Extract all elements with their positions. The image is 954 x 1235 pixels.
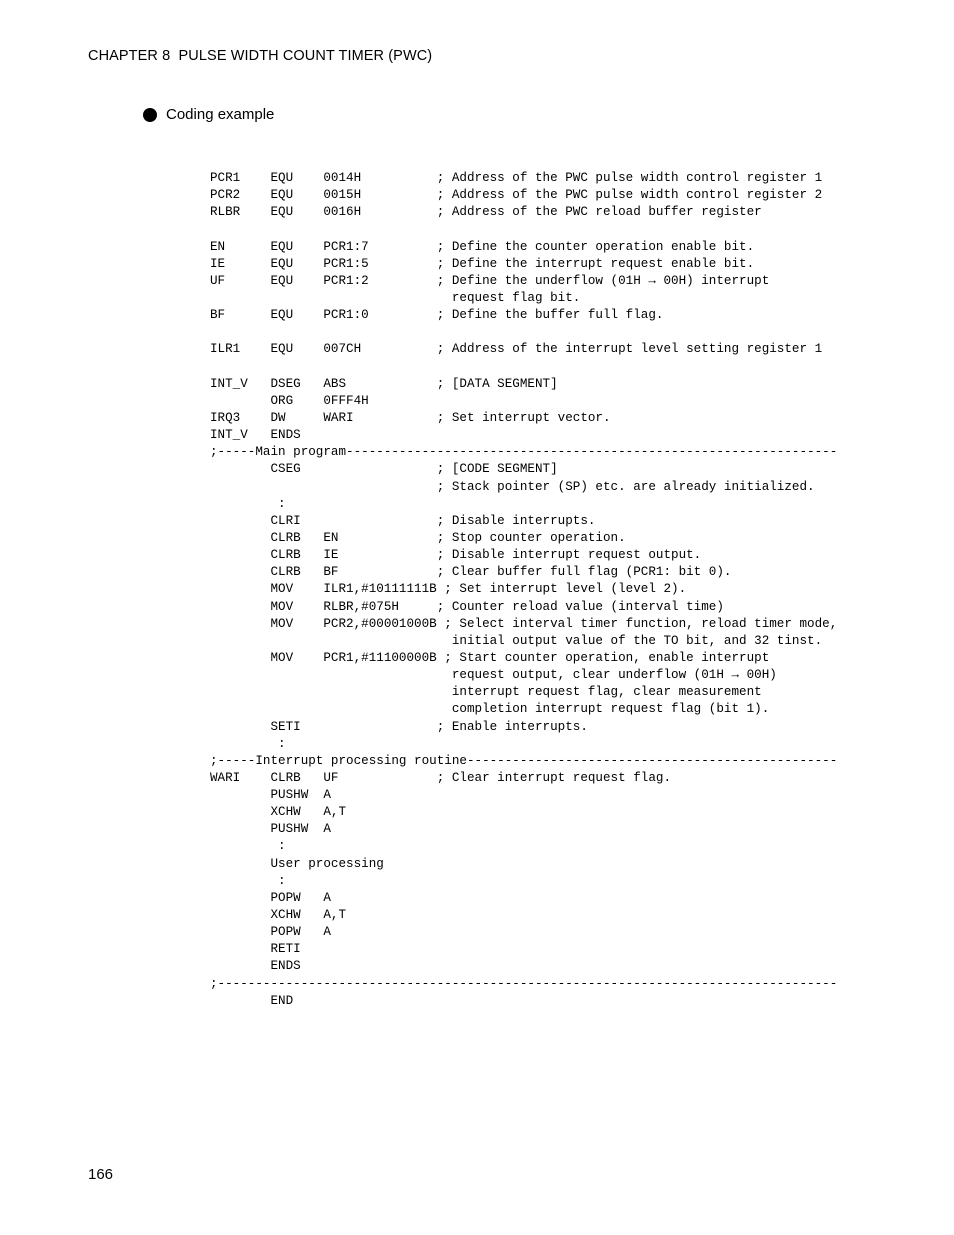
code-line: User processing bbox=[210, 856, 384, 871]
code-line: ;---------------------------------------------------------------------------------- bbox=[210, 976, 838, 991]
code-line: : bbox=[210, 873, 286, 888]
code-line: RLBR EQU 0016H ; Address of the PWC reload buffer register bbox=[210, 205, 762, 220]
code-line: MOV ILR1,#10111111B ; Set interrupt level (level 2). bbox=[210, 582, 687, 597]
code-line bbox=[210, 324, 837, 341]
code-line: request flag bit. bbox=[210, 290, 581, 305]
code-line: ILR1 EQU 007CH ; Address of the interrupt level setting register 1 bbox=[210, 342, 823, 357]
code-line: ; Stack pointer (SP) etc. are already initialized. bbox=[210, 479, 815, 494]
code-line: PUSHW A bbox=[210, 788, 331, 803]
code-line: CLRB BF ; Clear buffer full flag (PCR1: bit 0). bbox=[210, 565, 732, 580]
code-line: CSEG ; [CODE SEGMENT] bbox=[210, 462, 558, 477]
code-line: MOV PCR2,#00001000B ; Select interval timer function, reload timer mode, bbox=[210, 616, 838, 631]
code-line: POPW A bbox=[210, 925, 331, 940]
code-line: MOV RLBR,#075H ; Counter reload value (interval time) bbox=[210, 599, 724, 614]
code-line: ENDS bbox=[210, 959, 301, 974]
chapter-header: CHAPTER 8 PULSE WIDTH COUNT TIMER (PWC) bbox=[88, 48, 433, 64]
page-number: 166 bbox=[88, 1166, 114, 1183]
code-line: XCHW A,T bbox=[210, 908, 347, 923]
code-line: SETI ; Enable interrupts. bbox=[210, 719, 588, 734]
code-line: completion interrupt request flag (bit 1). bbox=[210, 702, 770, 717]
code-line: ;-----Main program----------------------------------------------------------------- bbox=[210, 445, 838, 460]
code-line: PCR1 EQU 0014H ; Address of the PWC pulse width control register 1 bbox=[210, 171, 823, 185]
code-line: CLRB IE ; Disable interrupt request output. bbox=[210, 548, 702, 563]
code-line: : bbox=[210, 839, 286, 854]
bullet-icon bbox=[143, 108, 157, 122]
code-line: : bbox=[210, 736, 286, 751]
code-line: UF EQU PCR1:2 ; Define the underflow (01H → 00H) interrupt bbox=[210, 273, 770, 288]
code-line: CLRI ; Disable interrupts. bbox=[210, 513, 596, 528]
code-line bbox=[210, 221, 837, 238]
code-line: PCR2 EQU 0015H ; Address of the PWC pulse width control register 2 bbox=[210, 188, 823, 203]
code-line: IE EQU PCR1:5 ; Define the interrupt request enable bit. bbox=[210, 256, 755, 271]
code-line: RETI bbox=[210, 942, 301, 957]
code-line: INT_V ENDS bbox=[210, 428, 301, 443]
code-line: initial output value of the TO bit, and 32 tinst. bbox=[210, 633, 823, 648]
code-line: request output, clear underflow (01H → 00H) bbox=[210, 668, 777, 683]
code-line: BF EQU PCR1:0 ; Define the buffer full flag. bbox=[210, 308, 664, 323]
code-line: MOV PCR1,#11100000B ; Start counter operation, enable interrupt bbox=[210, 650, 770, 665]
code-line: EN EQU PCR1:7 ; Define the counter operation enable bit. bbox=[210, 239, 755, 254]
code-line: ORG 0FFF4H bbox=[210, 393, 369, 408]
code-line: PUSHW A bbox=[210, 822, 331, 837]
code-line: INT_V DSEG ABS ; [DATA SEGMENT] bbox=[210, 376, 558, 391]
section-title: Coding example bbox=[166, 106, 275, 123]
code-line: CLRB EN ; Stop counter operation. bbox=[210, 530, 626, 545]
code-line: WARI CLRB UF ; Clear interrupt request flag. bbox=[210, 770, 672, 785]
code-line: XCHW A,T bbox=[210, 805, 347, 820]
code-line: ;-----Interrupt processing routine------------------------------------------------- bbox=[210, 753, 838, 768]
section-heading bbox=[143, 106, 274, 123]
code-listing bbox=[210, 170, 837, 1010]
code-line: POPW A bbox=[210, 890, 331, 905]
code-line: IRQ3 DW WARI ; Set interrupt vector. bbox=[210, 410, 611, 425]
code-line: interrupt request flag, clear measurement bbox=[210, 685, 762, 700]
code-line: : bbox=[210, 496, 286, 511]
code-line: END bbox=[210, 993, 294, 1008]
code-line bbox=[210, 359, 837, 376]
